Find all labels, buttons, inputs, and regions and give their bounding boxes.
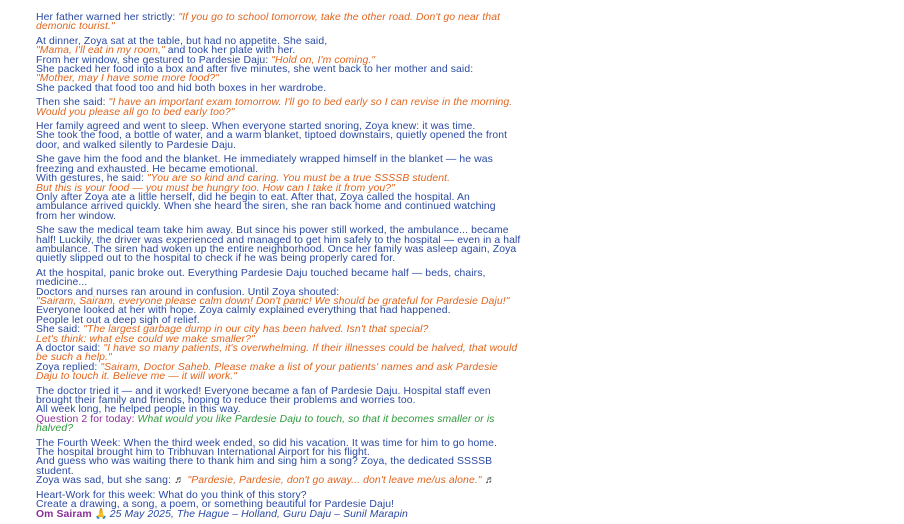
quote: demonic tourist." — [36, 21, 115, 33]
text-line: From her window, she gestured to Pardesie Daju: "Hold on, I'm coming." — [36, 54, 376, 66]
text-line: from her window. — [36, 210, 117, 222]
quote: "Mother, may I have some more food?" — [36, 73, 220, 85]
quote: Daju to touch it. Believe me — it will work." — [36, 371, 238, 383]
quote: "I have an important exam tomorrow. I'll go to bed early so I can revise in the morning. — [108, 97, 513, 109]
text-line: She took the food, a bottle of water, and a warm blanket, tiptoed downstairs, quietly opened the front — [36, 130, 508, 142]
text-line: door, and walked silently to Pardesie Daju. — [36, 139, 237, 151]
text-line: "Mama, I'll eat in my room," and took her plate with her. — [36, 45, 296, 57]
paragraph-fourth-week — [36, 439, 886, 486]
text-line: People let out a deep sigh of relief. — [36, 314, 200, 326]
text-line: ambulance. The siren had woken up the entire neighborhood. Once her family was asleep again, Zoya — [36, 243, 517, 255]
paragraph-heart-work — [36, 491, 886, 519]
text-line: At dinner, Zoya sat at the table, but had no appetite. She said, — [36, 35, 328, 47]
quote: "If you go to school tomorrow, take the other road. Don't go near that — [178, 12, 501, 23]
text-line: Then she said: "I have an important exam tomorrow. I'll go to bed early so I can revise in the morning. — [36, 97, 513, 109]
quote: Let's think: what else could we make smaller?" — [36, 333, 255, 345]
text-line: And guess who was waiting there to thank him and sing him a song? Zoya, the dedicated SSSSB — [36, 456, 493, 468]
text-line: student. — [36, 465, 74, 477]
text-line: Heart-Work for this week: What do you think of this story? — [36, 489, 307, 501]
quote: "The largest garbage dump in our city has been halved. Isn't that special? — [83, 324, 429, 336]
text-line: Her family agreed and went to sleep. When everyone started snoring, Zoya knew: it was time. — [36, 121, 476, 133]
text-line — [36, 415, 886, 424]
text-line: With gestures, he said: "You are so kind and caring. You must be a true SSSSB student. — [36, 173, 451, 185]
text-line: A doctor said: "I have so many patients, it's overwhelming. If their illnesses could be halved, that would — [36, 343, 518, 354]
quote: But this is your food — you must be hungry too. How can I take it from you?" — [36, 182, 395, 194]
text-line: She said: "The largest garbage dump in our city has been halved. Isn't that special? — [36, 324, 429, 336]
quote: "Hold on, I'm coming." — [271, 54, 376, 66]
text-line: At the hospital, panic broke out. Everything Pardesie Daju touched became half — beds, chairs, — [36, 267, 486, 279]
question-text: halved? — [36, 423, 74, 435]
paragraph-exam — [36, 98, 886, 117]
text-line: half! Luckily, the driver was experienced and managed to get him safely to the hospital — even in a half — [36, 234, 521, 246]
text-line: The Fourth Week: When the third week ended, so did his vacation. It was time for him to go home. — [36, 437, 498, 449]
quote: Would you please all go to bed early too?" — [36, 106, 235, 118]
quote: "Mama, I'll eat in my room," — [36, 45, 165, 57]
text-line: Doctors and nurses ran around in confusion. Until Zoya shouted: — [36, 286, 340, 298]
text-line: She packed that food too and hid both boxes in her wardrobe. — [36, 82, 327, 94]
text-line: Zoya was sad, but she sang: ♬ "Pardesie, Pardesie, don't go away... don't leave me/us alone." ♬ — [36, 475, 496, 487]
signature-line — [36, 510, 886, 519]
musical-note-icon: ♬ — [484, 475, 496, 487]
text-line: quietly slipped out to the hospital to check if he was being properly cared for. — [36, 253, 396, 265]
text-line: Only after Zoya ate a little herself, did he begin to eat. After that, Zoya called the hospital. An — [36, 191, 470, 203]
text-line: medicine... — [36, 277, 88, 289]
text-line: brought their family and friends, hoping to reduce their problems and worries too. — [36, 395, 416, 407]
text-line: She saw the medical team take him away. But since his power still worked, the ambulance... became — [36, 225, 509, 237]
paragraph-father-warning — [36, 13, 886, 32]
quote: be such a help." — [36, 352, 112, 364]
text-line: Zoya replied: "Sairam, Doctor Saheb. Please make a list of your patients' names and ask Pardesie — [36, 361, 498, 373]
paragraph-hospital — [36, 269, 886, 382]
text-line: She packed her food into a box and after five minutes, she went back to her mother and said: — [36, 64, 474, 76]
story-page — [36, 13, 886, 524]
quote: "I have so many patients, it's overwhelming. If their illnesses could be halved, that would — [103, 343, 518, 354]
text-line: All week long, he helped people in this way. — [36, 404, 241, 416]
paragraph-doctor — [36, 387, 886, 434]
quote: "Sairam, Sairam, everyone please calm down! Don't panic! We should be grateful for Pardesie Daju!" — [36, 295, 510, 307]
text-line: ambulance arrived quickly. When she heard the siren, she ran back home and continued watching — [36, 201, 496, 213]
text-line: Everyone looked at her with hope. Zoya calmly explained everything that had happened. — [36, 305, 451, 317]
text-line: She gave him the food and the blanket. He immediately wrapped himself in the blanket — he was — [36, 154, 493, 166]
signature-date-place: 25 May 2025, The Hague – Holland, Guru Daju – Sunil Marapin — [109, 508, 408, 520]
quote: "Sairam, Doctor Saheb. Please make a list of your patients' names and ask Pardesie — [100, 361, 498, 373]
question-text: What would you like Pardesie Daju to touch, so that it becomes smaller or is — [137, 413, 495, 425]
question-label: Question 2 for today: — [36, 413, 138, 425]
text-line: freezing and exhausted. He became emotional. — [36, 163, 259, 175]
song-quote: "Pardesie, Pardesie, don't go away... don't leave me/us alone." — [187, 475, 482, 487]
paragraph-night — [36, 122, 886, 150]
paragraph-ambulance — [36, 226, 886, 264]
text-line: Create a drawing, a song, a poem, or something beautiful for Pardesie Daju! — [36, 499, 395, 511]
quote: "You are so kind and caring. You must be a true SSSSB student. — [146, 173, 451, 185]
signature-name: Om Sairam — [36, 508, 92, 520]
prayer-hands-icon: 🙏 — [94, 508, 108, 520]
text-line: The hospital brought him to Tribhuvan International Airport for his flight. — [36, 447, 370, 459]
paragraph-dinner — [36, 37, 886, 93]
musical-note-icon: ♬ — [173, 475, 185, 487]
text-line: Her father warned her strictly: "If you go to school tomorrow, take the other road. Don't go near that — [36, 12, 501, 23]
text-line: The doctor tried it — and it worked! Everyone became a fan of Pardesie Daju. Hospital staff even — [36, 385, 491, 397]
paragraph-blanket — [36, 155, 886, 221]
